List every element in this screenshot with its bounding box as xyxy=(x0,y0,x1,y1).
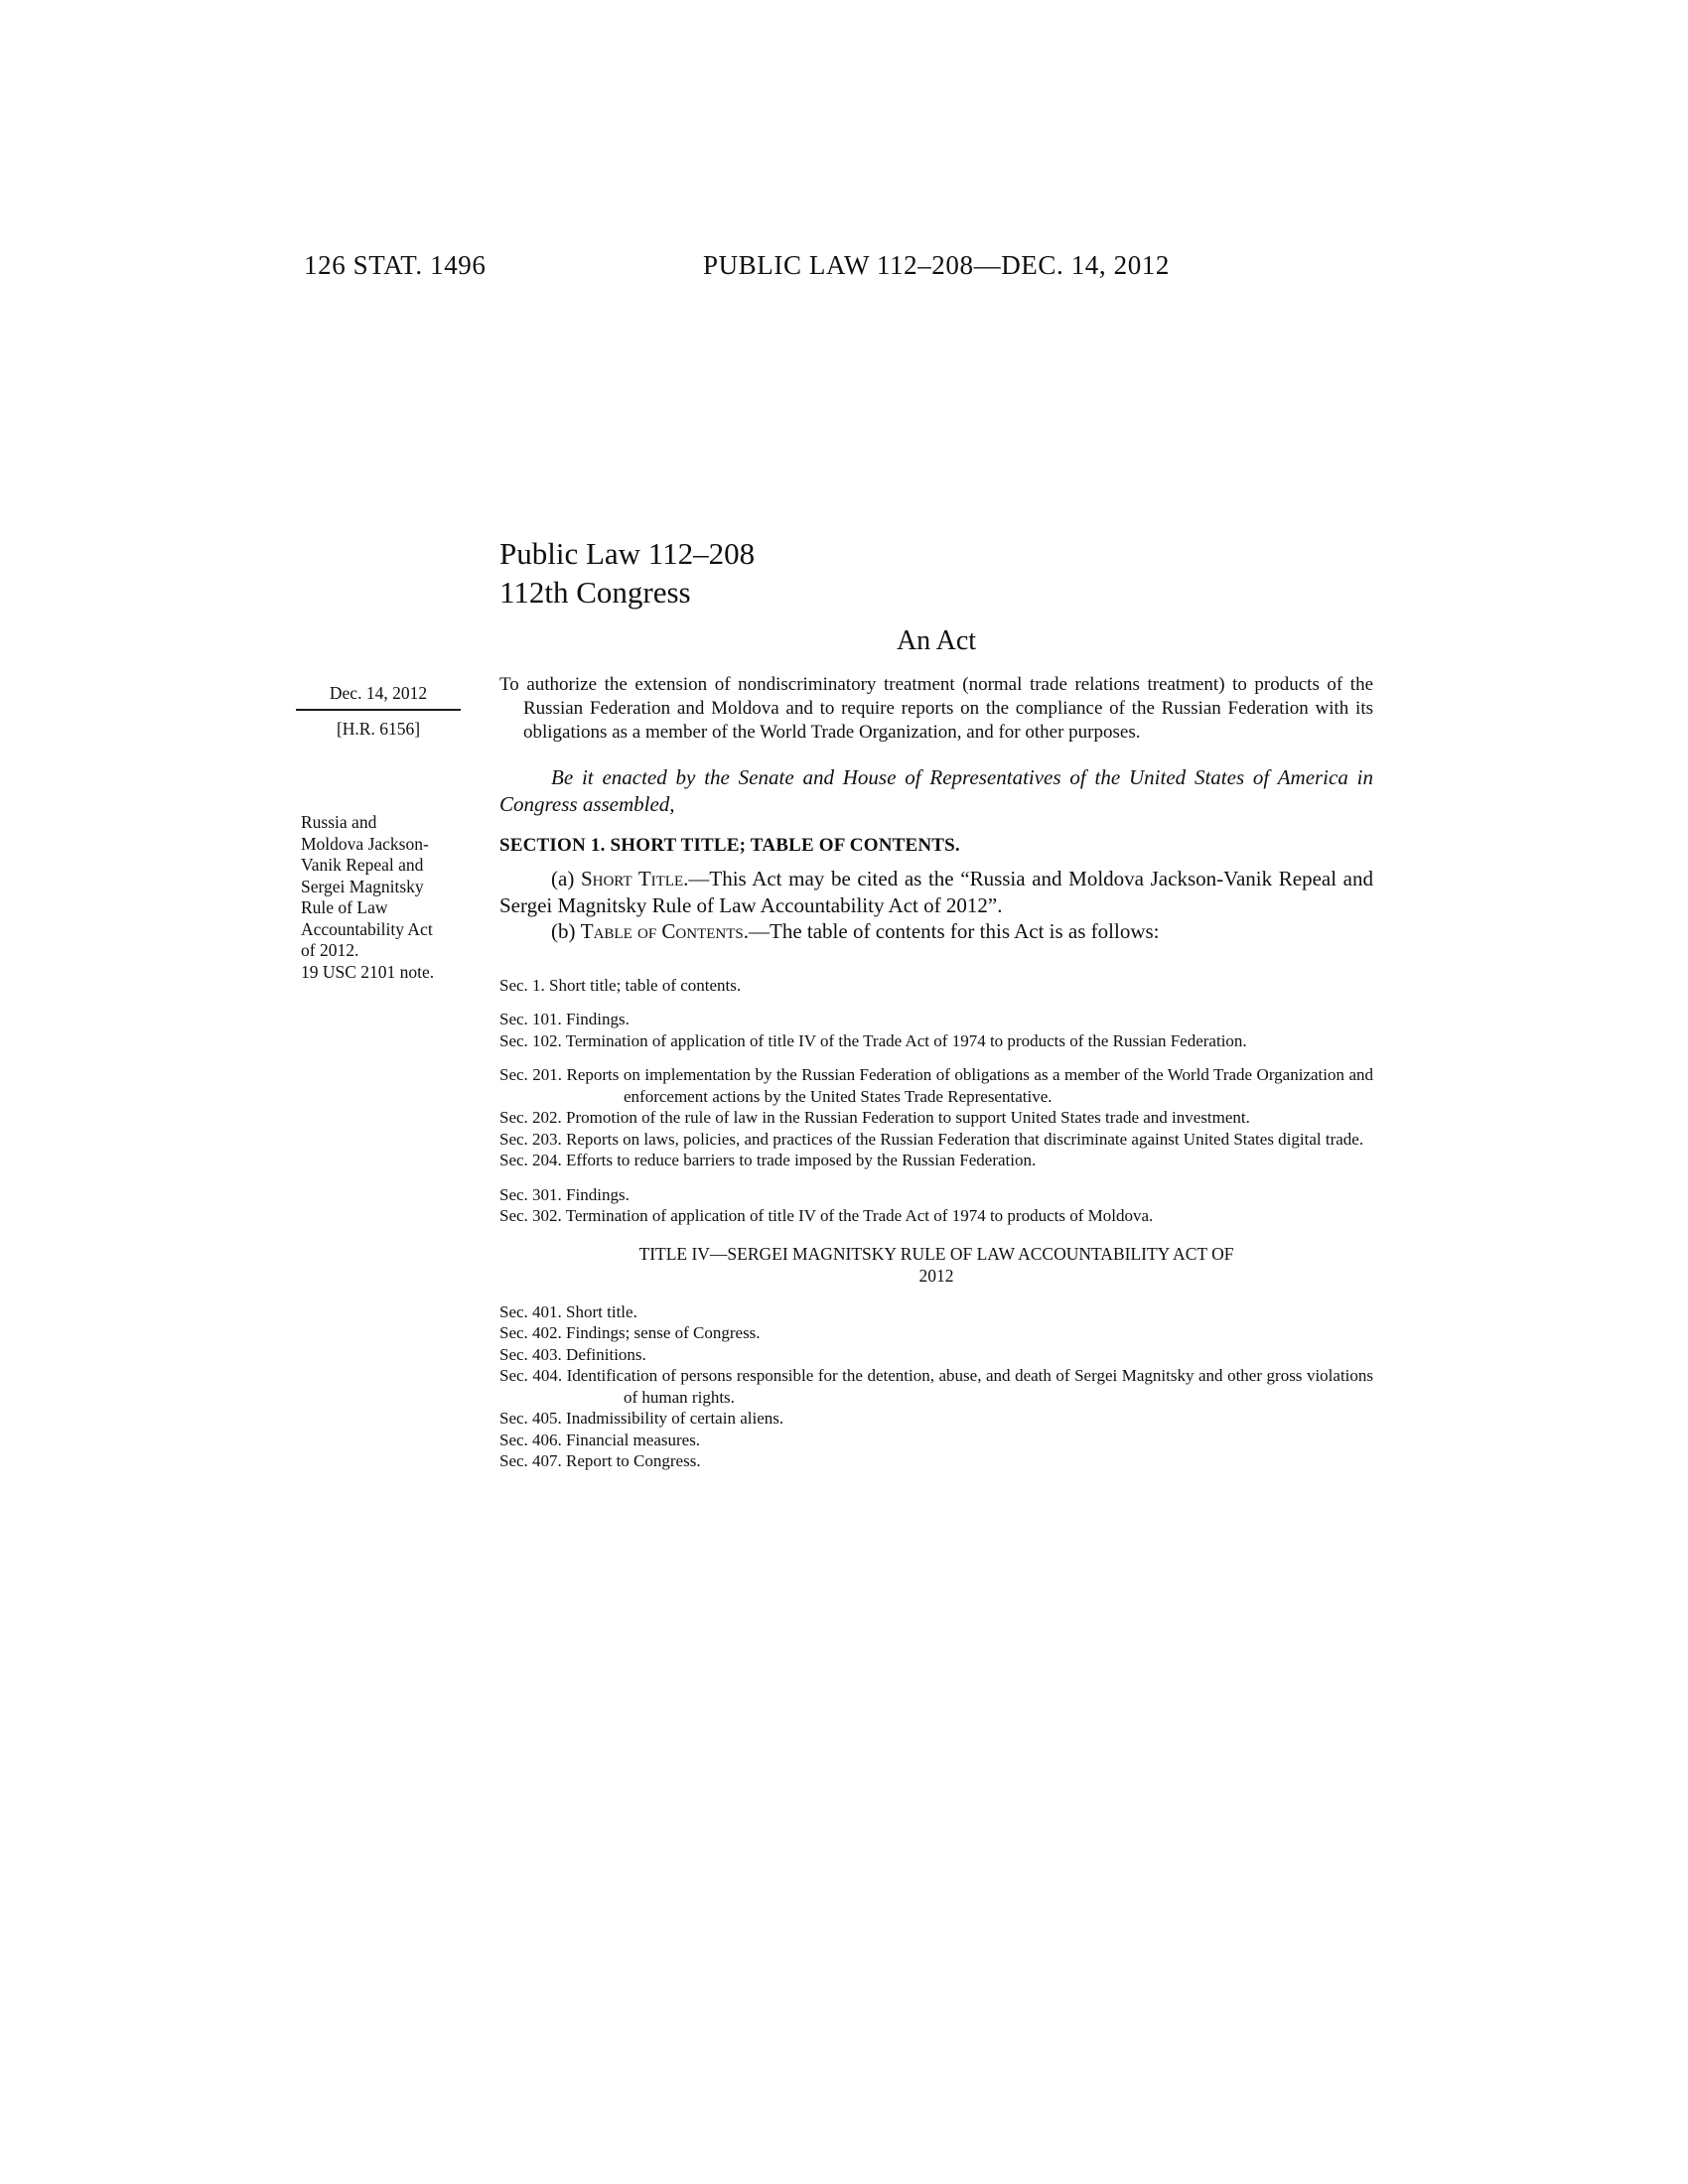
toc-entry xyxy=(499,1009,1373,1030)
bill-number: [H.R. 6156] xyxy=(336,719,421,739)
toc-entry-text: Identification of persons responsible for the detention, abuse, and death of Sergei Magnitsky and other gross violations of human rights. xyxy=(566,1366,1374,1407)
toc-entry xyxy=(499,1450,1373,1472)
toc-entry-label: Sec. 402. xyxy=(499,1323,562,1342)
toc-entry-label: Sec. 204. xyxy=(499,1151,562,1169)
toc-entry-label: Sec. 302. xyxy=(499,1206,562,1225)
toc-entry-text: Short title. xyxy=(566,1301,637,1321)
toc-entry xyxy=(499,1107,1373,1129)
divider-rule xyxy=(296,709,461,711)
toc-entry-text: Financial measures. xyxy=(566,1430,701,1449)
toc-entry-text: Inadmissibility of certain aliens. xyxy=(566,1409,784,1428)
short-title-label: Short Title xyxy=(580,867,684,890)
title-iv-heading-line1: TITLE IV—SERGEI MAGNITSKY RULE OF LAW ACCOUNTABILITY ACT OF xyxy=(638,1243,1234,1264)
title-iv-heading-line2: 2012 xyxy=(918,1265,954,1286)
toc-entry xyxy=(499,1408,1373,1430)
toc-entry xyxy=(499,1205,1373,1227)
toc-entry-text: Termination of application of title IV of the Trade Act of 1974 to products of the Russian Federation. xyxy=(565,1030,1247,1050)
toc-entry xyxy=(499,1322,1373,1344)
toc-entry-text: Efforts to reduce barriers to trade imposed by the Russian Federation. xyxy=(566,1151,1037,1169)
table-of-contents xyxy=(499,975,1373,1472)
preamble: To authorize the extension of nondiscriminatory treatment (normal trade relations treatment) to products of the Russian Federation and Moldova and to require reports on the compliance of the Russian Federation with its obligations as a member of the World Trade Organization, and for other purposes. xyxy=(499,674,1373,743)
toc-entry-text: Reports on laws, policies, and practices of the Russian Federation that discriminate against United States digital trade. xyxy=(566,1129,1364,1149)
toc-entry-label: Sec. 203. xyxy=(499,1129,562,1149)
section-1a-paragraph xyxy=(499,866,1373,918)
toc-entry-label: Sec. 101. xyxy=(499,1010,562,1028)
enacting-clause: Be it enacted by the Senate and House of Representatives of the United States of America in Congress assembled, xyxy=(499,765,1373,816)
toc-entry-text: Findings. xyxy=(566,1010,630,1028)
toc-entry xyxy=(499,1184,1373,1206)
table-of-contents-label: Table of Contents xyxy=(580,919,744,943)
toc-entry xyxy=(499,1344,1373,1366)
toc-entry-label: Sec. 301. xyxy=(499,1184,562,1204)
toc-entry-label: Sec. 201. xyxy=(499,1065,563,1084)
main-text-column xyxy=(499,534,1373,1472)
toc-entry xyxy=(499,1030,1373,1052)
public-law-number: Public Law 112–208 xyxy=(499,536,756,571)
toc-entry-label: Sec. 102. xyxy=(499,1030,562,1050)
toc-entry xyxy=(499,1365,1373,1408)
toc-entry-text: Reports on implementation by the Russian Federation of obligations as a member of the World Trade Organization and enforcement actions by the United States Trade Representative. xyxy=(566,1065,1374,1106)
margin-date-block xyxy=(296,683,461,740)
congress-number: 112th Congress xyxy=(499,575,691,610)
toc-entry-label: Sec. 403. xyxy=(499,1344,562,1364)
toc-entry-label: Sec. 405. xyxy=(499,1409,562,1428)
toc-entry-label: Sec. 406. xyxy=(499,1430,562,1449)
toc-entry-text: Short title; table of contents. xyxy=(549,975,742,995)
short-title-note: Russia and Moldova Jackson-Vanik Repeal and Sergei Magnitsky Rule of Law Accountability Act of 2012. xyxy=(301,812,433,960)
subsection-b-designator: (b) xyxy=(551,919,581,943)
subsection-a-text: .—This Act may be cited as the “Russia and Moldova Jackson-Vanik Repeal and Sergei Magnitsky Rule of Law Accountability Act of 2012”. xyxy=(499,867,1374,917)
usc-citation-note: 19 USC 2101 note. xyxy=(301,961,435,982)
toc-entry xyxy=(499,1064,1373,1107)
toc-entry-label: Sec. 407. xyxy=(499,1451,562,1470)
toc-entry-text: Termination of application of title IV of the Trade Act of 1974 to products of Moldova. xyxy=(565,1206,1154,1225)
stat-page-number: 126 STAT. 1496 xyxy=(304,250,487,280)
margin-act-note xyxy=(301,812,440,983)
toc-entry-label: Sec. 401. xyxy=(499,1301,562,1321)
toc-entry-text: Report to Congress. xyxy=(566,1451,701,1470)
subsection-a-designator: (a) xyxy=(551,867,581,890)
toc-entry-label: Sec. 404. xyxy=(499,1366,563,1385)
toc-entry xyxy=(499,975,1373,997)
title-iv-heading xyxy=(499,1243,1373,1287)
section-1-heading: SECTION 1. SHORT TITLE; TABLE OF CONTENTS. xyxy=(499,835,960,856)
toc-entry xyxy=(499,1150,1373,1171)
toc-entry xyxy=(499,1129,1373,1151)
toc-entry-text: Findings. xyxy=(566,1184,630,1204)
public-law-heading xyxy=(499,534,1373,612)
toc-entry-label: Sec. 202. xyxy=(499,1108,562,1127)
enactment-date: Dec. 14, 2012 xyxy=(329,683,428,703)
section-1b-paragraph xyxy=(499,918,1373,945)
toc-entry-label: Sec. 1. xyxy=(499,975,545,995)
toc-entry xyxy=(499,1430,1373,1451)
toc-entry xyxy=(499,1301,1373,1323)
toc-entry-text: Definitions. xyxy=(566,1344,646,1364)
toc-entry-text: Findings; sense of Congress. xyxy=(566,1323,761,1342)
an-act-heading: An Act xyxy=(896,625,977,656)
subsection-b-text: .—The table of contents for this Act is as follows: xyxy=(743,919,1160,943)
running-header: PUBLIC LAW 112–208—DEC. 14, 2012 xyxy=(702,250,1171,280)
toc-entry-text: Promotion of the rule of law in the Russian Federation to support United States trade and investment. xyxy=(566,1108,1250,1127)
